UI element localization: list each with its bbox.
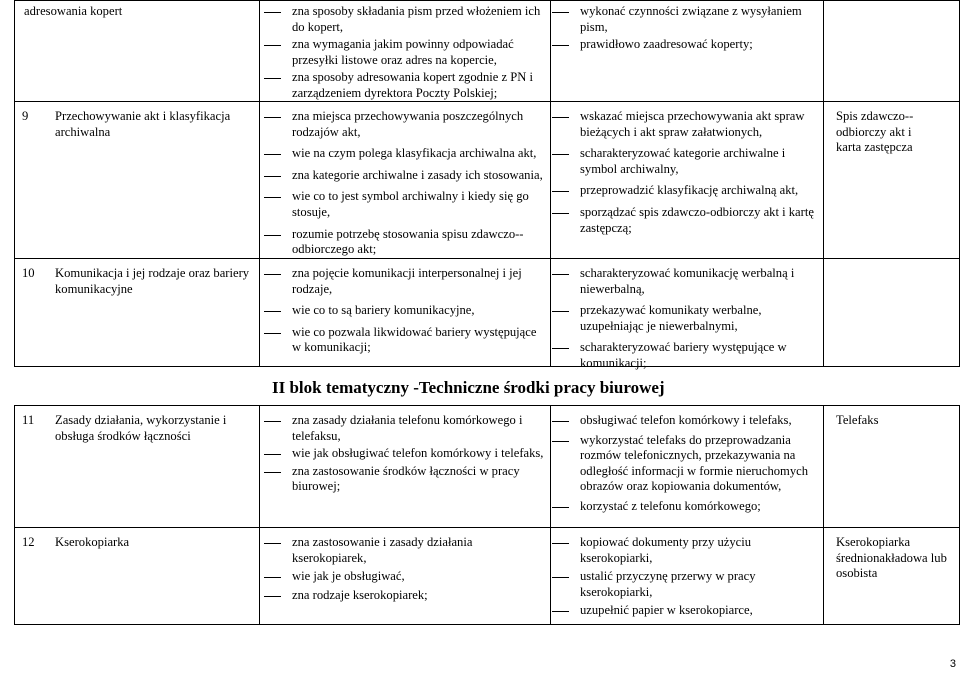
col-divider-knows-skills: [550, 0, 551, 366]
knowledge-cell: [292, 413, 546, 501]
list-item: uzupełnić papier w kserokopiarce,: [580, 603, 820, 619]
row-number: 10: [22, 266, 35, 280]
list-item: zna pojęcie komunikacji interpersonalnej i jej rodzaje,: [292, 266, 546, 297]
list-item: zna zastosowanie środków łączności w pracy biurowej;: [292, 464, 546, 495]
topic-text: Komunikacja i jej rodzaje oraz bariery komunikacyjne: [55, 266, 250, 296]
list-item: wykonać czynności związane z wysyłaniem pism,: [580, 4, 820, 35]
skills-cell: [580, 413, 820, 521]
list-item: zna kategorie archiwalne i zasady ich stosowania,: [292, 168, 546, 184]
skills-cell: [580, 109, 820, 242]
list-item: rozumie potrzebę stosowania spisu zdawczo--odbiorczego akt;: [292, 227, 546, 258]
teaching-aids-text: Telefaks: [836, 413, 879, 427]
topic-cell: [55, 266, 261, 297]
list-item: wykorzystać telefaks do przeprowadzania rozmów telefonicznych, przekazywania na odległość informacji w formie nieruchomych obrazów oraz kopiowania dokumentów,: [580, 433, 820, 495]
col-divider-skills-aids: [823, 0, 824, 366]
skills-cell: [580, 4, 820, 59]
teaching-aids-text: Spis zdawczo--odbiorczy akt i karta zastępcza: [836, 109, 914, 155]
list-item: zna wymagania jakim powinny odpowiadać przesyłki listowe oraz adres na kopercie,: [292, 37, 546, 68]
col-divider-skills-aids: [823, 405, 824, 624]
list-item: ustalić przyczynę przerwy w pracy kserokopiarki,: [580, 569, 820, 600]
teaching-aids-cell: [836, 413, 936, 429]
row-number: 12: [22, 535, 35, 549]
thematic-block-title: II blok tematyczny -Techniczne środki pracy biurowej: [272, 378, 665, 397]
list-item: wie jak je obsługiwać,: [292, 569, 546, 585]
list-item: wie co pozwala likwidować bariery występujące w komunikacji;: [292, 325, 546, 356]
list-item: zna zastosowanie i zasady działania kserokopiarek,: [292, 535, 546, 566]
topic-cell: [55, 109, 255, 140]
col-divider-topic-knows: [259, 405, 260, 624]
list-item: scharakteryzować bariery występujące w komunikacji;: [580, 340, 820, 371]
topic-cell: [55, 535, 255, 551]
teaching-aids-cell: [836, 535, 948, 582]
list-item: sporządzać spis zdawczo-odbiorczy akt i kartę zastępczą;: [580, 205, 820, 236]
list-item: obsługiwać telefon komórkowy i telefaks,: [580, 413, 820, 429]
skills-cell: [580, 535, 820, 625]
topic-text: Przechowywanie akt i klasyfikacja archiwalna: [55, 109, 231, 139]
table-border-left: [14, 0, 15, 366]
skills-cell: [580, 266, 820, 378]
knowledge-cell: [292, 109, 546, 264]
row-number: 11: [22, 413, 35, 427]
list-item: kopiować dokumenty przy użyciu kserokopiarki,: [580, 535, 820, 566]
row-number: 9: [22, 109, 29, 123]
col-divider-knows-skills: [550, 405, 551, 624]
row-divider: [14, 527, 960, 528]
list-item: prawidłowo zaadresować koperty;: [580, 37, 820, 53]
topic-cell: [24, 4, 254, 20]
list-item: zna rodzaje kserokopiarek;: [292, 588, 546, 604]
list-item: zna sposoby adresowania kopert zgodnie z PN i zarządzeniem dyrektora Poczty Polskiej;: [292, 70, 546, 101]
knowledge-cell: [292, 266, 546, 362]
table-border-left: [14, 405, 15, 624]
topic-cell: [55, 413, 255, 444]
list-item: zna miejsca przechowywania poszczególnych rodzajów akt,: [292, 109, 546, 140]
list-item: zna sposoby składania pism przed włożeniem ich do kopert,: [292, 4, 546, 35]
knowledge-cell: [292, 4, 546, 108]
list-item: scharakteryzować komunikację werbalną i niewerbalną,: [580, 266, 820, 297]
list-item: przeprowadzić klasyfikację archiwalną akt,: [580, 183, 820, 199]
list-item: korzystać z telefonu komórkowego;: [580, 499, 820, 515]
list-item: przekazywać komunikaty werbalne, uzupełniając je niewerbalnymi,: [580, 303, 820, 334]
list-item: wie co to są bariery komunikacyjne,: [292, 303, 546, 319]
table-border-top: [14, 0, 960, 1]
topic-text: Kserokopiarka: [55, 535, 130, 549]
list-item: zna zasady działania telefonu komórkowego i telefaksu,: [292, 413, 546, 444]
list-item: wie co to jest symbol archiwalny i kiedy się go stosuje,: [292, 189, 546, 220]
list-item: scharakteryzować kategorie archiwalne i symbol archiwalny,: [580, 146, 820, 177]
page-number: 3: [949, 658, 956, 670]
teaching-aids-text: Kserokopiarka średnionakładowa lub osobista: [836, 535, 947, 581]
knowledge-cell: [292, 535, 546, 609]
teaching-aids-cell: [836, 109, 936, 156]
col-divider-topic-knows: [259, 0, 260, 366]
list-item: wie jak obsługiwać telefon komórkowy i telefaks,: [292, 446, 546, 462]
table-border-top: [14, 405, 960, 406]
topic-text: adresowania kopert: [24, 4, 123, 18]
list-item: wie na czym polega klasyfikacja archiwalna akt,: [292, 146, 546, 162]
list-item: wskazać miejsca przechowywania akt spraw bieżących i akt spraw załatwionych,: [580, 109, 820, 140]
topic-text: Zasady działania, wykorzystanie i obsługa środków łączności: [55, 413, 227, 443]
